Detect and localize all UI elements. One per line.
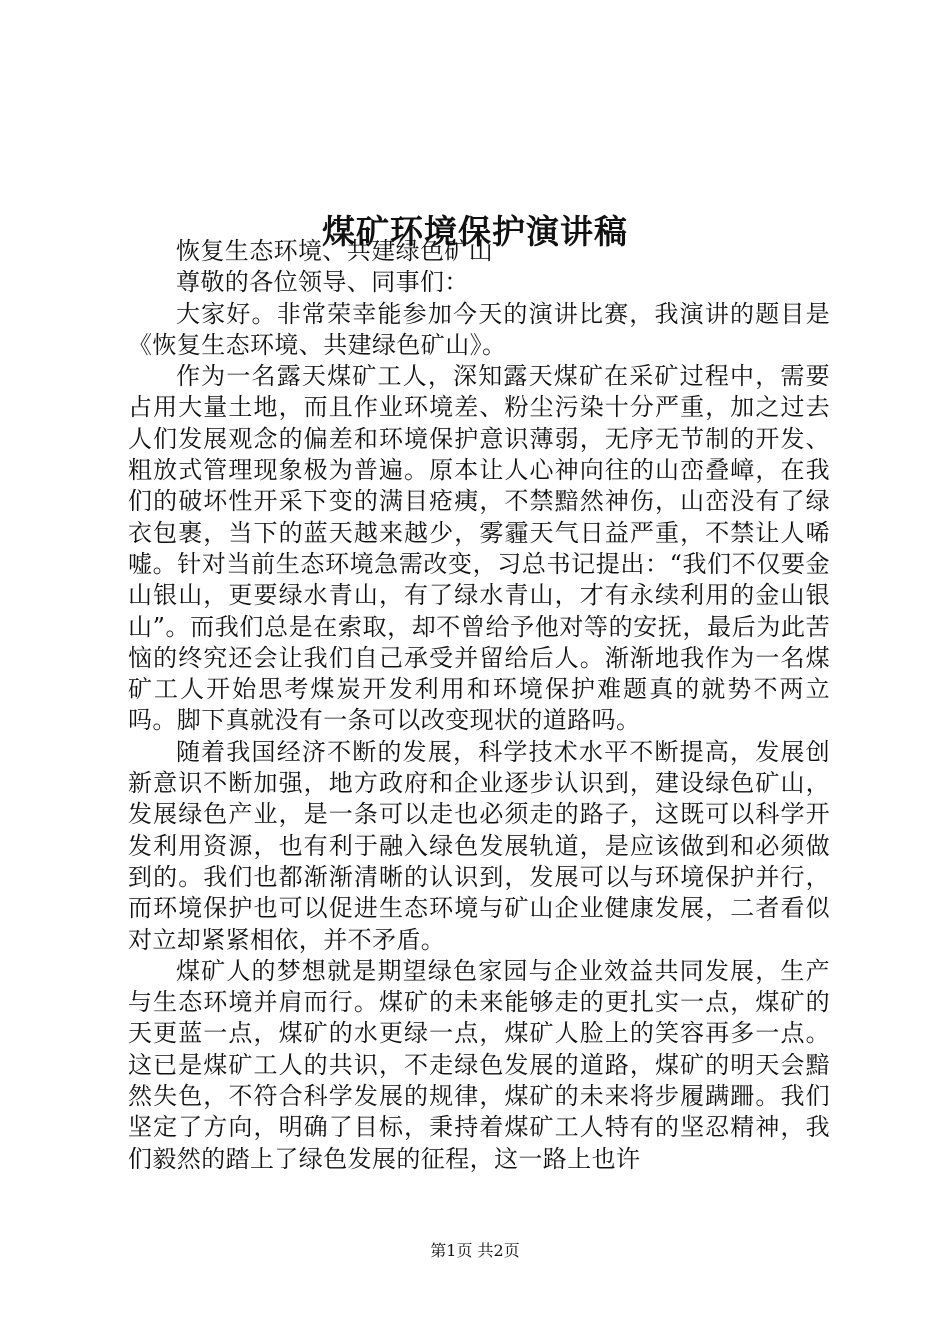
body-paragraph: 作为一名露天煤矿工人，深知露天煤矿在采矿过程中，需要占用大量土地，而且作业环境差、粉尘污染十分严重，加之过去人们发展观念的偏差和环境保护意识薄弱，无序无节制的开发、粗放式管理现象极为普遍。原本让人心神向往的山峦叠嶂，在我们的破坏性开采下变的满目疮痍，不禁黯然神伤，山峦没有了绿衣包裹，当下的蓝天越来越少，雾霾天气日益严重，不禁让人唏嘘。针对当前生态环境急需改变，习总书记提出：“我们不仅要金山银山，更要绿水青山，有了绿水青山，才有永续利用的金山银山”。而我们总是在索取，却不曾给予他对等的安抚，最后为此苦恼的终究还会让我们自己承受并留给后人。渐渐地我作为一名煤矿工人开始思考煤炭开发利用和环境保护难题真的就势不两立吗。脚下真就没有一条可以改变现状的道路吗。 [128,362,830,735]
body-paragraph: 煤矿人的梦想就是期望绿色家园与企业效益共同发展，生产与生态环境并肩而行。煤矿的未来能够走的更扎实一点，煤矿的天更蓝一点，煤矿的水更绿一点，煤矿人脸上的笑容再多一点。这已是煤矿工人的共识，不走绿色发展的道路，煤矿的明天会黯然失色，不符合科学发展的规律，煤矿的未来将步履蹒跚。我们坚定了方向，明确了目标，秉持着煤矿工人特有的坚忍精神，我们毅然的踏上了绿色发展的征程，这一路上也许 [128,956,830,1173]
document-title: 煤矿环境保护演讲稿 [322,212,628,252]
subtitle-paragraph: 恢复生态环境、共建绿色矿山 [176,237,494,265]
document-body [128,236,830,1175]
body-paragraph: 随着我国经济不断的发展，科学技术水平不断提高，发展创新意识不断加强，地方政府和企业逐步认识到，建设绿色矿山，发展绿色产业，是一条可以走也必须走的路子，这既可以科学开发利用资源，也有利于融入绿色发展轨道，是应该做到和必须做到的。我们也都渐渐清晰的认识到，发展可以与环境保护并行，而环境保护也可以促进生态环境与矿山企业健康发展，二者看似对立却紧紧相依，并不矛盾。 [128,737,830,954]
body-paragraph: 大家好。非常荣幸能参加今天的演讲比赛，我演讲的题目是《恢复生态环境、共建绿色矿山》。 [128,299,830,359]
page-footer: 第1页 共2页 [430,1241,520,1260]
salutation-paragraph: 尊敬的各位领导、同事们： [176,268,469,297]
